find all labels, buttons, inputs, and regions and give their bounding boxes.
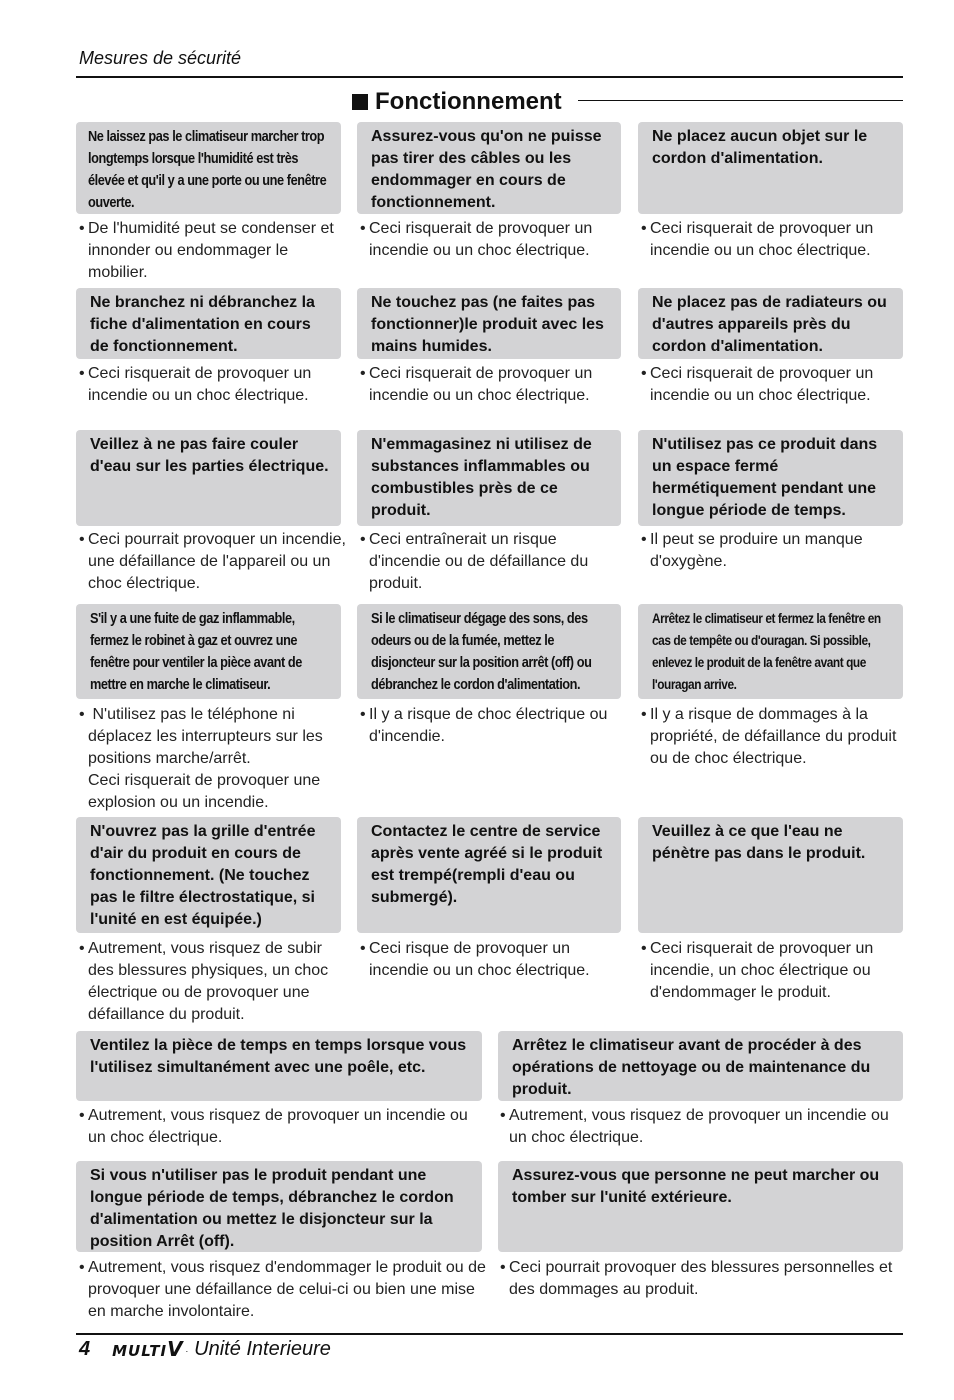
warning-text: Ne touchez pas (ne faites pas fonctionner)le produit avec les mains humides. — [371, 294, 604, 355]
warning-text: Contactez le centre de service après vente agréé si le produit est trempé(rempli d'eau ou submergé). — [371, 823, 603, 906]
warning-box — [498, 1031, 903, 1101]
warning-note: • Il y a risque de dommages à la propriété, de défaillance du produit ou de choc électrique. — [641, 704, 912, 770]
footer-subtitle: Unité Interieure — [194, 1337, 331, 1360]
warning-box — [357, 604, 621, 699]
warning-text: Ne laissez pas le climatiseur marcher trop longtemps lorsque l'humidité est très élevée et qu'il y a une porte ou une fenêtre ouverte. — [88, 129, 327, 211]
warning-box — [357, 430, 621, 526]
warning-box — [357, 122, 621, 214]
section-heading — [352, 88, 562, 116]
warning-text: Ne placez aucun objet sur le cordon d'alimentation. — [652, 128, 868, 167]
section-title: Fonctionnement — [375, 88, 562, 115]
warning-note: • Autrement, vous risquez de provoquer un incendie ou un choc électrique. — [79, 1105, 490, 1149]
warning-text: Ne placez pas de radiateurs ou d'autres appareils près du cordon d'alimentation. — [652, 294, 887, 355]
warning-text: Veuillez à ce que l'eau ne pénètre pas dans le produit. — [652, 823, 866, 862]
warning-text: Arrêtez le climatiseur avant de procéder à des opérations de nettoyage ou de maintenance du produit. — [512, 1037, 871, 1098]
warning-note: • Ceci risquerait de provoquer un incendie ou un choc électrique. — [641, 363, 912, 407]
footer-rule — [76, 1333, 903, 1335]
warning-note: • Ceci risquerait de provoquer un incendie ou un choc électrique. — [360, 363, 631, 407]
warning-text: Ventilez la pièce de temps en temps lorsque vous l'utilisez simultanément avec une poêle, etc. — [90, 1037, 467, 1076]
warning-box — [638, 122, 903, 214]
warning-note: • Autrement, vous risquez de subir des blessures physiques, un choc électrique ou de provoquer une défaillance du produit. — [79, 938, 350, 1026]
warning-note — [79, 704, 350, 814]
warning-box — [76, 604, 341, 699]
warning-box — [638, 430, 903, 526]
warning-note: • Ceci pourrait provoquer des blessures personnelles et des dommages au produit. — [500, 1257, 911, 1301]
warning-text: N'emmagasinez ni utilisez de substances inflammables ou combustibles près de ce produit. — [371, 436, 592, 519]
warning-text: Ne branchez ni débranchez la fiche d'alimentation en cours de fonctionnement. — [90, 294, 315, 355]
warning-note: • Autrement, vous risquez d'endommager le produit ou de provoquer une défaillance de celui-ci ou bien une mise en marche involontaire. — [79, 1257, 490, 1323]
brand-mark: . — [185, 1344, 189, 1354]
warning-box — [76, 288, 341, 359]
warning-box — [357, 288, 621, 359]
warning-box — [76, 1031, 482, 1101]
square-bullet-icon — [352, 94, 368, 110]
warning-box — [357, 817, 621, 933]
warning-note-text: N'utilisez pas le téléphone ni déplacez les interrupteurs sur les positions marche/arrêt. — [88, 706, 323, 767]
warning-box — [638, 604, 903, 699]
section-rule — [578, 100, 903, 101]
warning-text: Assurez-vous que personne ne peut marcher ou tomber sur l'unité extérieure. — [512, 1167, 880, 1206]
warning-text: Veillez à ne pas faire couler d'eau sur les parties électrique. — [90, 436, 329, 475]
page-number: 4 — [79, 1337, 91, 1360]
warning-text: Si le climatiseur dégage des sons, des odeurs ou de la fumée, mettez le disjoncteur sur la position arrêt (off) ou débranchez le cordon d'alimentation. — [371, 611, 592, 693]
warning-note: • Ceci entraînerait un risque d'incendie ou de défaillance du produit. — [360, 529, 631, 595]
warning-note: • Ceci risque de provoquer un incendie ou un choc électrique. — [360, 938, 631, 982]
warning-note-text: Ceci risquerait de provoquer une explosion ou un incendie. — [88, 772, 321, 811]
warning-note: • Ceci risquerait de provoquer un incendie ou un choc électrique. — [360, 218, 631, 262]
warning-box — [76, 430, 341, 526]
warning-box — [638, 817, 903, 933]
footer — [79, 1337, 331, 1361]
header-title: Mesures de sécurité — [79, 48, 242, 68]
warning-text: S'il y a une fuite de gaz inflammable, fermez le robinet à gaz et ouvrez une fenêtre pour ventiler la pièce avant de mettre en marche le climatiseur. — [90, 611, 302, 693]
warning-text: Arrêtez le climatiseur et fermez la fenêtre en cas de tempête ou d'ouragan. Si possible, enlevez le produit de la fenêtre avant que l'ouragan arrive. — [652, 611, 881, 692]
warning-text: N'ouvrez pas la grille d'entrée d'air du produit en cours de fonctionnement. (Ne touchez pas le filtre électrostatique, si l'unité en est équipée.) — [90, 823, 316, 928]
header-rule — [76, 76, 903, 78]
warning-text: Si vous n'utiliser pas le produit pendant une longue période de temps, débranchez le cordon d'alimentation ou mettez le disjoncteur sur la position Arrêt (off). — [90, 1167, 454, 1250]
warning-note: • Ceci risquerait de provoquer un incendie, un choc électrique ou d'endommager le produit. — [641, 938, 912, 1004]
warning-text: N'utilisez pas ce produit dans un espace fermé hermétiquement pendant une longue période de temps. — [652, 436, 878, 519]
warning-box — [76, 1161, 482, 1252]
warning-note: • De l'humidité peut se condenser et innonder ou endommager le mobilier. — [79, 218, 350, 284]
warning-note: • Autrement, vous risquez de provoquer un incendie ou un choc électrique. — [500, 1105, 911, 1149]
warning-note: • Il y a risque de choc électrique ou d'incendie. — [360, 704, 631, 748]
warning-note: • Il peut se produire un manque d'oxygène. — [641, 529, 912, 573]
warning-text: Assurez-vous qu'on ne puisse pas tirer des câbles ou les endommager en cours de fonctionnement. — [371, 128, 602, 211]
warning-box — [498, 1161, 903, 1252]
warning-box — [76, 817, 341, 933]
warning-note: • Ceci risquerait de provoquer un incendie ou un choc électrique. — [641, 218, 912, 262]
brand-logo: MULTIV — [112, 1337, 184, 1361]
warning-note: • Ceci risquerait de provoquer un incendie ou un choc électrique. — [79, 363, 350, 407]
warning-box — [638, 288, 903, 359]
warning-box — [76, 122, 341, 214]
warning-note: • Ceci pourrait provoquer un incendie, une défaillance de l'appareil ou un choc électrique. — [79, 529, 350, 595]
